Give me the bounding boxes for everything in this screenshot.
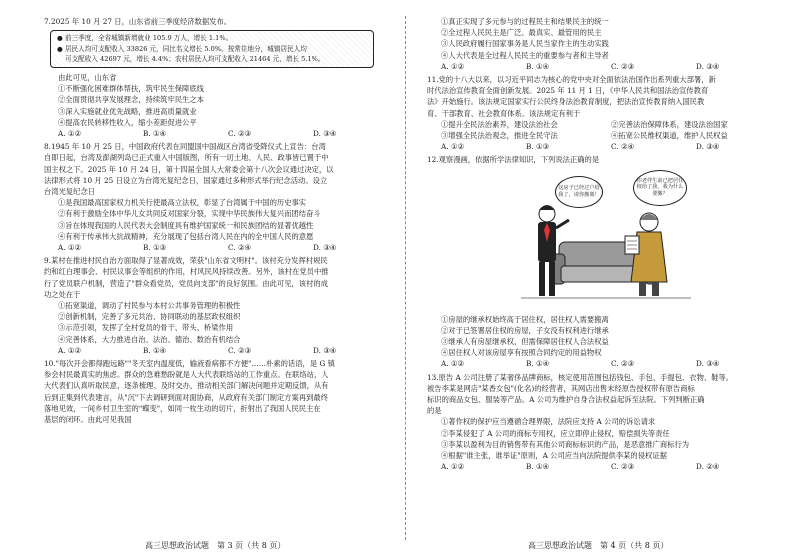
answer-a[interactable]: A. ①②: [58, 345, 81, 355]
answer-c[interactable]: C. ②③: [611, 359, 635, 369]
q9-line4: 功之处在于: [44, 289, 81, 299]
q7-option-1: ①不断强化困难群体帮扶，筑牢民生保障底线: [58, 84, 204, 94]
q10-line5: 落地见效，一间乡村卫生室的"蝶变"，如同一枚生动的切片，折射出了我国人民民主在: [44, 403, 321, 413]
answer-d[interactable]: D. ③④: [696, 142, 720, 152]
q8-line5: 台湾光复纪念日: [44, 187, 96, 197]
q11-line4: 育、干部教育、社会教育体系。该法规定有利于: [427, 108, 581, 118]
q11-line1: 11.党的十八大以来，以习近平同志为核心的党中央对全面依法治国作出系列重大部署，新: [427, 75, 716, 85]
q9-answers: [44, 345, 384, 356]
answer-c[interactable]: C. ②③: [228, 129, 252, 138]
page-divider: [405, 16, 406, 540]
answer-c[interactable]: C. ②④: [228, 243, 252, 253]
q8-option-1: ①是我国最高国家权力机关行使最高立法权，彰显了台湾属于中国的历史事实: [58, 198, 307, 208]
question-7: [44, 16, 384, 139]
answer-a[interactable]: A. ①②: [58, 243, 81, 253]
q9-line3: 行了党员联户机制，营造了"群众看党员，党员向支部"的良好氛围。由此可见，该村的成: [44, 278, 328, 288]
q7-lead: 由此可见，山东省: [58, 72, 117, 82]
q11-option-2: ②完善法治保障体系，建设法治国家: [611, 119, 728, 129]
q9-option-2: ②创新机制，完善了多元共治、协同联动的基层政权组织: [58, 312, 241, 322]
q11-option-3: ③增强全民法治观念，推进全民守法: [441, 131, 558, 141]
q9-option-3: ③示范引领，发挥了全村党员的骨干、带头、桥梁作用: [58, 323, 234, 333]
question-11: [427, 74, 767, 152]
q9-line2: 约和红白理事会、村民议事会等组织的作用，村风民风持续改善。另外，该村在党员中推: [44, 267, 329, 277]
q12-stem: 12.观察漫画，依据所学法律知识，下列说法正确的是: [427, 155, 600, 165]
answer-b[interactable]: B. ①④: [143, 345, 167, 355]
q7-stem: 7.2025 年 10 月 27 日，山东省前三季度经济数据发布。: [44, 17, 232, 26]
question-10: [44, 358, 384, 425]
q11-line3: 法》开始施行。该法规定国家实行公民终身法治教育制度，把法治宣传教育纳入国民教: [427, 97, 705, 107]
q12-cartoon: [521, 170, 691, 310]
q10-option-4: ④人大代表是全过程人民民主的重要参与者和主导者: [441, 50, 609, 60]
footer-right: 高三思想政治试题 第 4 页（共 8 页）: [528, 541, 669, 550]
q10-line1: 10."每次开会都得跑远路""冬天室内温度低，输液看病都不方便"……朴素的话语，是 G 镇: [44, 359, 335, 369]
bullet-icon: ●: [57, 34, 63, 43]
q13-option-3: ③李某以盈利为目的销售带有其他公司商标标识的产品，是恶意推广商标行为: [441, 439, 690, 449]
answer-b[interactable]: B. ①③: [143, 243, 167, 253]
answer-c[interactable]: C. ②③: [228, 345, 252, 355]
answer-a[interactable]: A. ①②: [441, 142, 464, 152]
q13-option-4: ④根据"谁主张，谁举证"原则，A 公司应当向法院提供李某的侵权证据: [441, 451, 667, 461]
answer-d[interactable]: D. ③④: [696, 359, 720, 369]
q13-option-2: ②李某侵犯了 A 公司的商标专用权，应立即停止侵权，赔偿损失等责任: [441, 428, 670, 438]
q8-option-3: ③旨在体现我国的人民代表大会制度具有维护国家统一和民族团结的显著优越性: [58, 220, 314, 230]
q12-option-3: ③继承人有房屋继承权，但需保障居住权人合法权益: [441, 337, 609, 347]
q12-answers: [427, 358, 767, 369]
speech-bubble-man: 这房子已经过户给我了，请你搬离！: [555, 176, 603, 208]
q12-option-1: ①房屋的继承权始终高于居住权，居住权人需要搬离: [441, 314, 609, 324]
speech-bubble-lady: 你老伴生前已把居住权给了我，我为什么要搬？: [633, 170, 687, 206]
question-12: [427, 154, 767, 369]
answer-a[interactable]: A. ①②: [441, 359, 464, 369]
q7-box-line2a: 居民人均可支配收入 33826 元，同比名义增长 5.0%。按常住地分，城镇居民人均: [65, 44, 307, 53]
q10-option-3: ③人民政府履行国家事务是人民当家作主的生动实践: [441, 39, 609, 49]
q7-option-4: ④提高农民转移性收入，缩小差距促进公平: [58, 117, 197, 127]
q8-answers: [44, 242, 384, 253]
right-page: [427, 16, 767, 472]
answer-d[interactable]: D. ③④: [313, 243, 337, 253]
q13-line2: 被告李某是网店"某香女包"(化名)的经营者，其网店出售未经原告授权带有原告商标: [427, 383, 695, 393]
q8-option-4: ④有利于传承伟大抗战精神，充分展现了包括台湾人民在内的全中国人民的意愿: [58, 231, 314, 241]
answer-c[interactable]: C. ②④: [611, 142, 635, 152]
question-9: [44, 255, 384, 356]
q13-line1: 13.原告 A 公司注册了某奢侈品牌商标，核定使用范围包括钱包、手包、手提包、衣物、鞋等。: [427, 372, 734, 382]
q8-line4: 法律形式将 10 月 25 日设立为台湾光复纪念日，国家通过多种形式举行纪念活动。设立: [44, 175, 328, 185]
q9-line1: 9.某村在推进村民自治方面取得了显著成效，荣获"山东省文明村"。该村充分发挥村规民: [44, 256, 328, 266]
q11-option-1: ①提升全民法治素养，建设法治社会: [441, 119, 558, 129]
q10-answers: [427, 61, 767, 72]
answer-b[interactable]: B. ①④: [526, 61, 550, 71]
q11-option-4: ④拓宽公民维权渠道，维护人民权益: [611, 131, 728, 141]
q7-option-3: ③深入实施就业优先战略，推进高质量就业: [58, 106, 197, 116]
q11-answers: [427, 141, 767, 152]
q12-option-4: ④居住权人对该房屋享有按照合同约定的用益物权: [441, 348, 602, 358]
q7-option-2: ②全面贯彻共享发展理念，持续筑牢民生之本: [58, 95, 204, 105]
q13-answers: [427, 461, 767, 472]
q8-option-2: ②有利于激励全体中华儿女共同反对国家分裂，实现中华民族伟大复兴而团结奋斗: [58, 209, 321, 219]
answer-a[interactable]: A. ①②: [441, 462, 464, 472]
footer-left: 高三思想政治试题 第 3 页（共 8 页）: [145, 541, 286, 550]
q8-line2: 自即日起，台湾及澎湖列岛已正式重入中国版图，所有一切土地、人民、政事皆已置于中: [44, 153, 329, 163]
q10-line6: 基层的闭环。由此可见我国: [44, 415, 132, 425]
question-10-options: [427, 16, 767, 72]
question-8: [44, 141, 384, 253]
q11-line2: 时代法治宣传教育全面创新发展。2025 年 11 月 1 日，《中华人民共和国法治宣传教育: [427, 86, 709, 96]
answer-c[interactable]: C. ②③: [611, 462, 635, 472]
q7-answers: [44, 128, 384, 139]
q8-line3: 国主权之下。2025 年 10 月 24 日，第十四届全国人大常委会第十八次会议通过决定，以: [44, 164, 334, 174]
q12-option-2: ②对于已签署居住权的房屋，子女没有权利进行继承: [441, 325, 609, 335]
question-13: [427, 372, 767, 473]
q7-data-box: [50, 30, 374, 68]
answer-d[interactable]: D. ③④: [313, 345, 337, 355]
q8-line1: 8.1945 年 10 月 25 日，中国政府代表在同盟国中国战区台湾省受降仪式上宣告：台湾: [44, 142, 326, 152]
q9-option-1: ①拓宽渠道，调动了村民参与本村公共事务管理的积极性: [58, 301, 241, 311]
left-page: [44, 16, 384, 425]
bullet-icon: ●: [57, 44, 63, 53]
answer-d[interactable]: D. ③④: [313, 129, 337, 138]
q7-box-line1: 前三季度，全省城镇新增就业 105.9 万人，增长 1.1%。: [65, 34, 233, 43]
answer-a[interactable]: A. ①②: [441, 61, 464, 71]
q7-box-line2b: 可支配收入 42697 元，增长 4.4%；农村居民人均可支配收入 21464 元，增长 5.1%。: [65, 55, 325, 64]
answer-b[interactable]: B. ①④: [526, 359, 550, 369]
answer-a[interactable]: A. ①②: [58, 129, 81, 138]
answer-c[interactable]: C. ②③: [611, 61, 635, 71]
answer-b[interactable]: B. ①④: [143, 129, 167, 138]
q10-option-1: ①真正实现了多元参与的过程民主和结果民主的统一: [441, 17, 609, 26]
q13-option-1: ①著作权的保护应当遵循合理界限，法院应支持 A 公司的诉讼请求: [441, 417, 656, 427]
answer-b[interactable]: B. ①④: [526, 462, 550, 472]
q9-option-4: ④完善体系，大力推进自治、法治、德治、数治有机结合: [58, 334, 241, 344]
answer-d[interactable]: D. ③④: [696, 61, 720, 71]
q10-option-2: ②全过程人民民主是广泛、最真实、最管用的民主: [441, 28, 602, 38]
q13-line4: 的是: [427, 406, 442, 416]
q10-line4: 后到正集到代表建言，从"沉"下去调研到面对面协商，从政府有关部门制定方案再到最终: [44, 392, 328, 402]
q10-line3: 大代表们认真听取民意，逐条梳理、及时交办，推动相关部门解决问题并定期反馈，从有: [44, 381, 329, 391]
q10-line2: 参会村民最真实的焦虑。群众的急难愁盼就是人大代表联络站的工作重点。在联络站，人: [44, 370, 329, 380]
q13-line3: 标识的商品女包、服装等产品。A 公司为维护自身合法权益起诉至法院。下列判断正确: [427, 395, 705, 405]
answer-d[interactable]: D. ②④: [696, 462, 720, 472]
answer-b[interactable]: B. ①③: [526, 142, 550, 152]
